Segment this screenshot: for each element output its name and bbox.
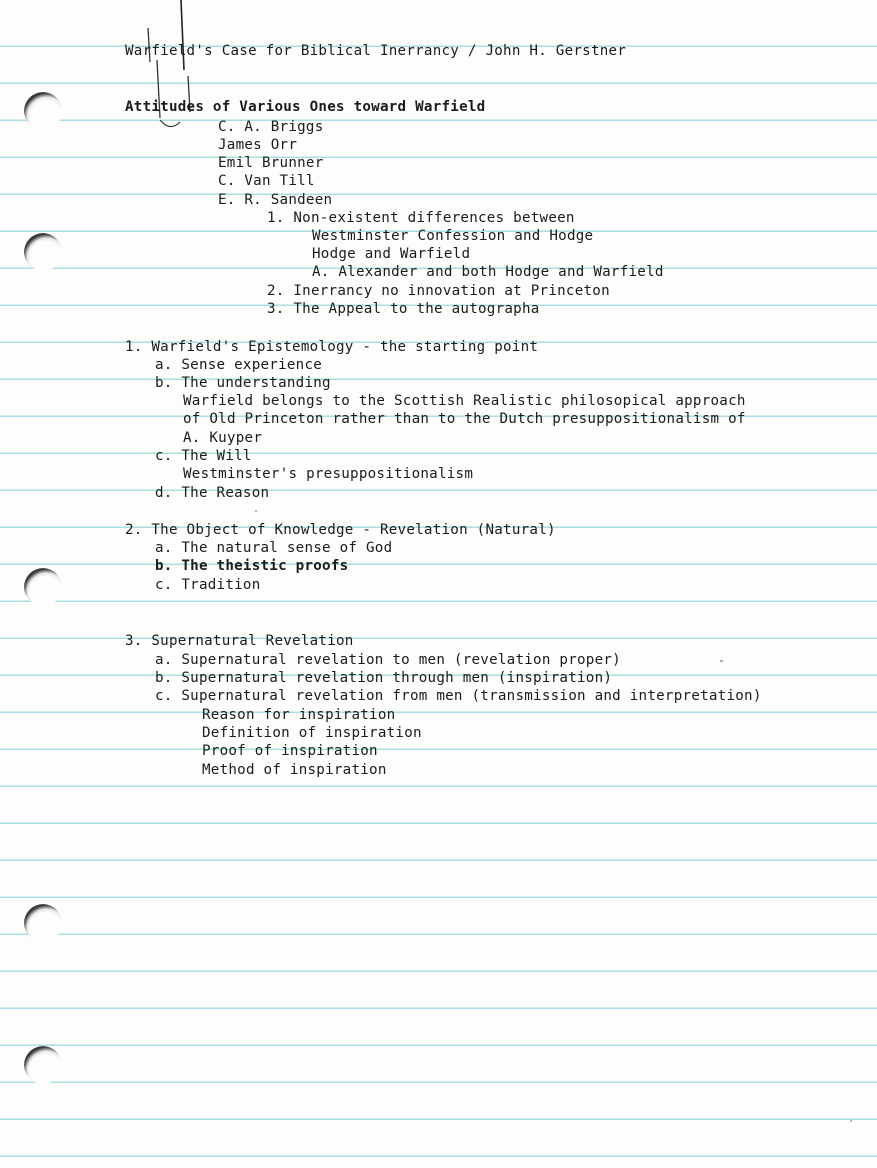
list-item: c. The Will bbox=[155, 448, 252, 464]
list-item: Method of inspiration bbox=[202, 762, 387, 778]
section-heading-object-of-knowledge: 2. The Object of Knowledge - Revelation (Natural) bbox=[125, 522, 556, 538]
list-item: Westminster Confession and Hodge bbox=[312, 228, 594, 244]
list-item: b. The understanding bbox=[155, 375, 331, 391]
paper-speck bbox=[255, 510, 257, 512]
list-item: of Old Princeton rather than to the Dutch presuppositionalism of bbox=[183, 411, 746, 427]
list-item: d. The Reason bbox=[155, 485, 270, 501]
list-item: a. Supernatural revelation to men (revelation proper) bbox=[155, 652, 621, 668]
list-item: a. Sense experience bbox=[155, 357, 323, 373]
list-item: 1. Non-existent differences between bbox=[267, 210, 575, 226]
list-item: b. Supernatural revelation through men (inspiration) bbox=[155, 670, 613, 686]
list-item: A. Alexander and both Hodge and Warfield bbox=[312, 264, 664, 280]
list-item: Warfield belongs to the Scottish Realistic philosopical approach bbox=[183, 393, 746, 409]
section-heading-epistemology: 1. Warfield's Epistemology - the starting point bbox=[125, 339, 539, 355]
list-item: C. Van Till bbox=[218, 173, 315, 189]
list-item: C. A. Briggs bbox=[218, 119, 324, 135]
list-item: 2. Inerrancy no innovation at Princeton bbox=[267, 283, 610, 299]
list-item: c. Tradition bbox=[155, 577, 261, 593]
paper-speck bbox=[720, 660, 723, 662]
section-heading-attitudes: Attitudes of Various Ones toward Warfield bbox=[125, 99, 486, 115]
list-item: Westminster's presuppositionalism bbox=[183, 466, 474, 482]
section-heading-supernatural-revelation: 3. Supernatural Revelation bbox=[125, 633, 354, 649]
list-item: Definition of inspiration bbox=[202, 725, 422, 741]
list-item: Hodge and Warfield bbox=[312, 246, 471, 262]
list-item: E. R. Sandeen bbox=[218, 192, 333, 208]
paper-speck bbox=[850, 1120, 852, 1122]
list-item: Reason for inspiration bbox=[202, 707, 396, 723]
list-item: James Orr bbox=[218, 137, 298, 153]
list-item: Proof of inspiration bbox=[202, 743, 378, 759]
list-item: b. The theistic proofs bbox=[155, 558, 349, 574]
list-item: A. Kuyper bbox=[183, 430, 263, 446]
list-item: a. The natural sense of God bbox=[155, 540, 393, 556]
list-item: c. Supernatural revelation from men (transmission and interpretation) bbox=[155, 688, 762, 704]
document-title: Warfield's Case for Biblical Inerrancy / John H. Gerstner bbox=[125, 43, 627, 59]
list-item: 3. The Appeal to the autographa bbox=[267, 301, 540, 317]
list-item: Emil Brunner bbox=[218, 155, 324, 171]
